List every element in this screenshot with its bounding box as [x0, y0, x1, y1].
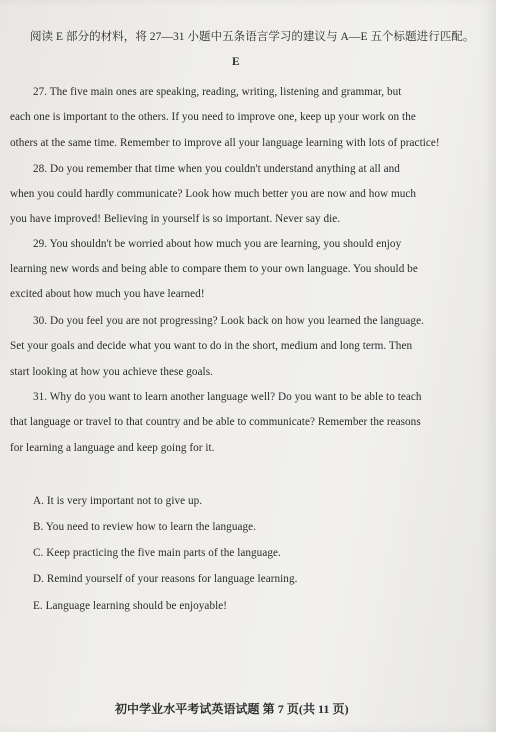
- paragraph-27-line-3: others at the same time. Remember to improve all your language learning with lots of practice!: [10, 137, 440, 149]
- option-d: D. Remind yourself of your reasons for language learning.: [33, 573, 298, 585]
- option-c: C. Keep practicing the five main parts of the language.: [33, 547, 281, 559]
- paragraph-30-line-3: start looking at how you achieve these goals.: [10, 366, 213, 378]
- paragraph-28-line-1: 28. Do you remember that time when you couldn't understand anything at all and: [33, 163, 400, 175]
- instruction-text: 阅读 E 部分的材料，将 27—31 小题中五条语言学习的建议与 A—E 五个标题进行匹配。: [30, 31, 475, 43]
- paragraph-31-line-3: for learning a language and keep going for it.: [10, 442, 215, 454]
- paragraph-28-line-2: when you could hardly communicate? Look how much better you are now and how much: [10, 188, 417, 200]
- paragraph-29-line-1: 29. You shouldn't be worried about how much you are learning, you should enjoy: [33, 238, 402, 250]
- option-e: E. Language learning should be enjoyable!: [33, 600, 228, 612]
- section-label: E: [232, 56, 240, 68]
- paragraph-28-line-3: you have improved! Believing in yourself is so important. Never say die.: [10, 213, 341, 225]
- paragraph-27-line-2: each one is important to the others. If you need to improve one, keep up your work on the: [10, 111, 416, 123]
- option-b: B. You need to review how to learn the language.: [33, 521, 256, 533]
- paragraph-29-line-2: learning new words and being able to compare them to your own language. You should be: [10, 263, 418, 275]
- page-footer: 初中学业水平考试英语试题 第 7 页(共 11 页): [115, 702, 349, 716]
- paragraph-27-line-1: 27. The five main ones are speaking, reading, writing, listening and grammar, but: [33, 86, 402, 98]
- option-a: A. It is very important not to give up.: [33, 495, 203, 507]
- paragraph-29-line-3: excited about how much you have learned!: [10, 288, 205, 300]
- paragraph-31-line-2: that language or travel to that country and be able to communicate? Remember the reasons: [10, 416, 421, 428]
- paragraph-30-line-1: 30. Do you feel you are not progressing? Look back on how you learned the language.: [33, 315, 424, 327]
- paragraph-31-line-1: 31. Why do you want to learn another language well? Do you want to be able to teach: [33, 391, 422, 403]
- paragraph-30-line-2: Set your goals and decide what you want to do in the short, medium and long term. Then: [10, 340, 413, 352]
